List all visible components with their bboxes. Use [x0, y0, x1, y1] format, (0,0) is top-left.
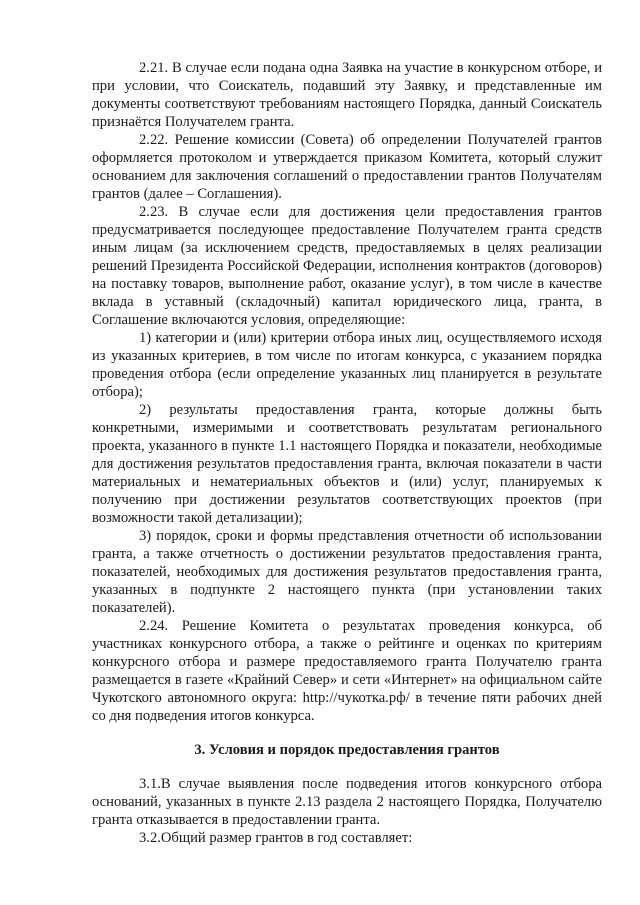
paragraph-2-21: 2.21. В случае если подана одна Заявка на участие в конкурсном отборе, и при условии, что Соискатель, подавший эту Заявку, и представленные им документы соответствуют требованиям настоящего Порядка, данный Соискатель признаётся Получателем гранта.	[92, 60, 602, 130]
paragraph-2-23-item-1: 1) категории и (или) критерии отбора иных лиц, осуществляемого исходя из указанных критериев, в том числе по итогам конкурса, с указанием порядка проведения отбора (если определение указанных лиц планируется в результате отбора);	[92, 330, 602, 400]
paragraph-2-22: 2.22. Решение комиссии (Совета) об определении Получателей грантов оформляется протоколом и утверждается приказом Комитета, который служит основанием для заключения соглашений о предоставлении грантов Получателям грантов (далее – Соглашения).	[92, 132, 602, 202]
paragraph-3-2: 3.2.Общий размер грантов в год составляет:	[139, 830, 413, 846]
paragraph-2-24: 2.24. Решение Комитета о результатах проведения конкурса, об участниках конкурсного отбора, а также о рейтинге и оценках по критериям конкурсного отбора и размере предоставляемого гранта Получателю гранта размещается в газете «Крайний Север» и сети «Интернет» на официальном сайте Чукотского автономного округа: http://чукотка.рф/ в течение пяти рабочих дней со дня подведения итогов конкурса.	[92, 618, 602, 724]
paragraph-3-1: 3.1.В случае выявления после подведения итогов конкурсного отбора оснований, указанных в пункте 2.13 раздела 2 настоящего Порядка, Получателю гранта отказывается в предоставлении гранта.	[92, 776, 602, 828]
section-heading: 3. Условия и порядок предоставления грантов	[194, 742, 500, 758]
document-body	[92, 59, 602, 847]
paragraph-2-23-item-3: 3) порядок, сроки и формы представления отчетности об использовании гранта, а также отчетность о достижении результатов предоставления гранта, показателей, необходимых для достижения результатов предоставления гранта, указанных в подпункте 2 настоящего пункта (при установлении таких показателей).	[92, 528, 602, 616]
paragraph-2-23: 2.23. В случае если для достижения цели предоставления грантов предусматривается последующее предоставление Получателем гранта средств иным лицам (за исключением средств, предоставляемых в целях реализации решений Президента Российской Федерации, исполнения контрактов (договоров) на поставку товаров, выполнение работ, оказание услуг), в том числе в качестве вклада в уставный (складочный) капитал юридического лица, гранта, в Соглашение включаются условия, определяющие:	[92, 204, 602, 328]
paragraph-2-23-item-2: 2) результаты предоставления гранта, которые должны быть конкретными, измеримыми и соответствовать результатам регионального проекта, указанного в пункте 1.1 настоящего Порядка и показатели, необходимые для достижения результатов предоставления гранта, включая показатели в части материальных и нематериальных объектов и (или) услуг, планируемых к получению при достижении результатов соответствующих проектов (при возможности такой детализации);	[92, 402, 602, 526]
